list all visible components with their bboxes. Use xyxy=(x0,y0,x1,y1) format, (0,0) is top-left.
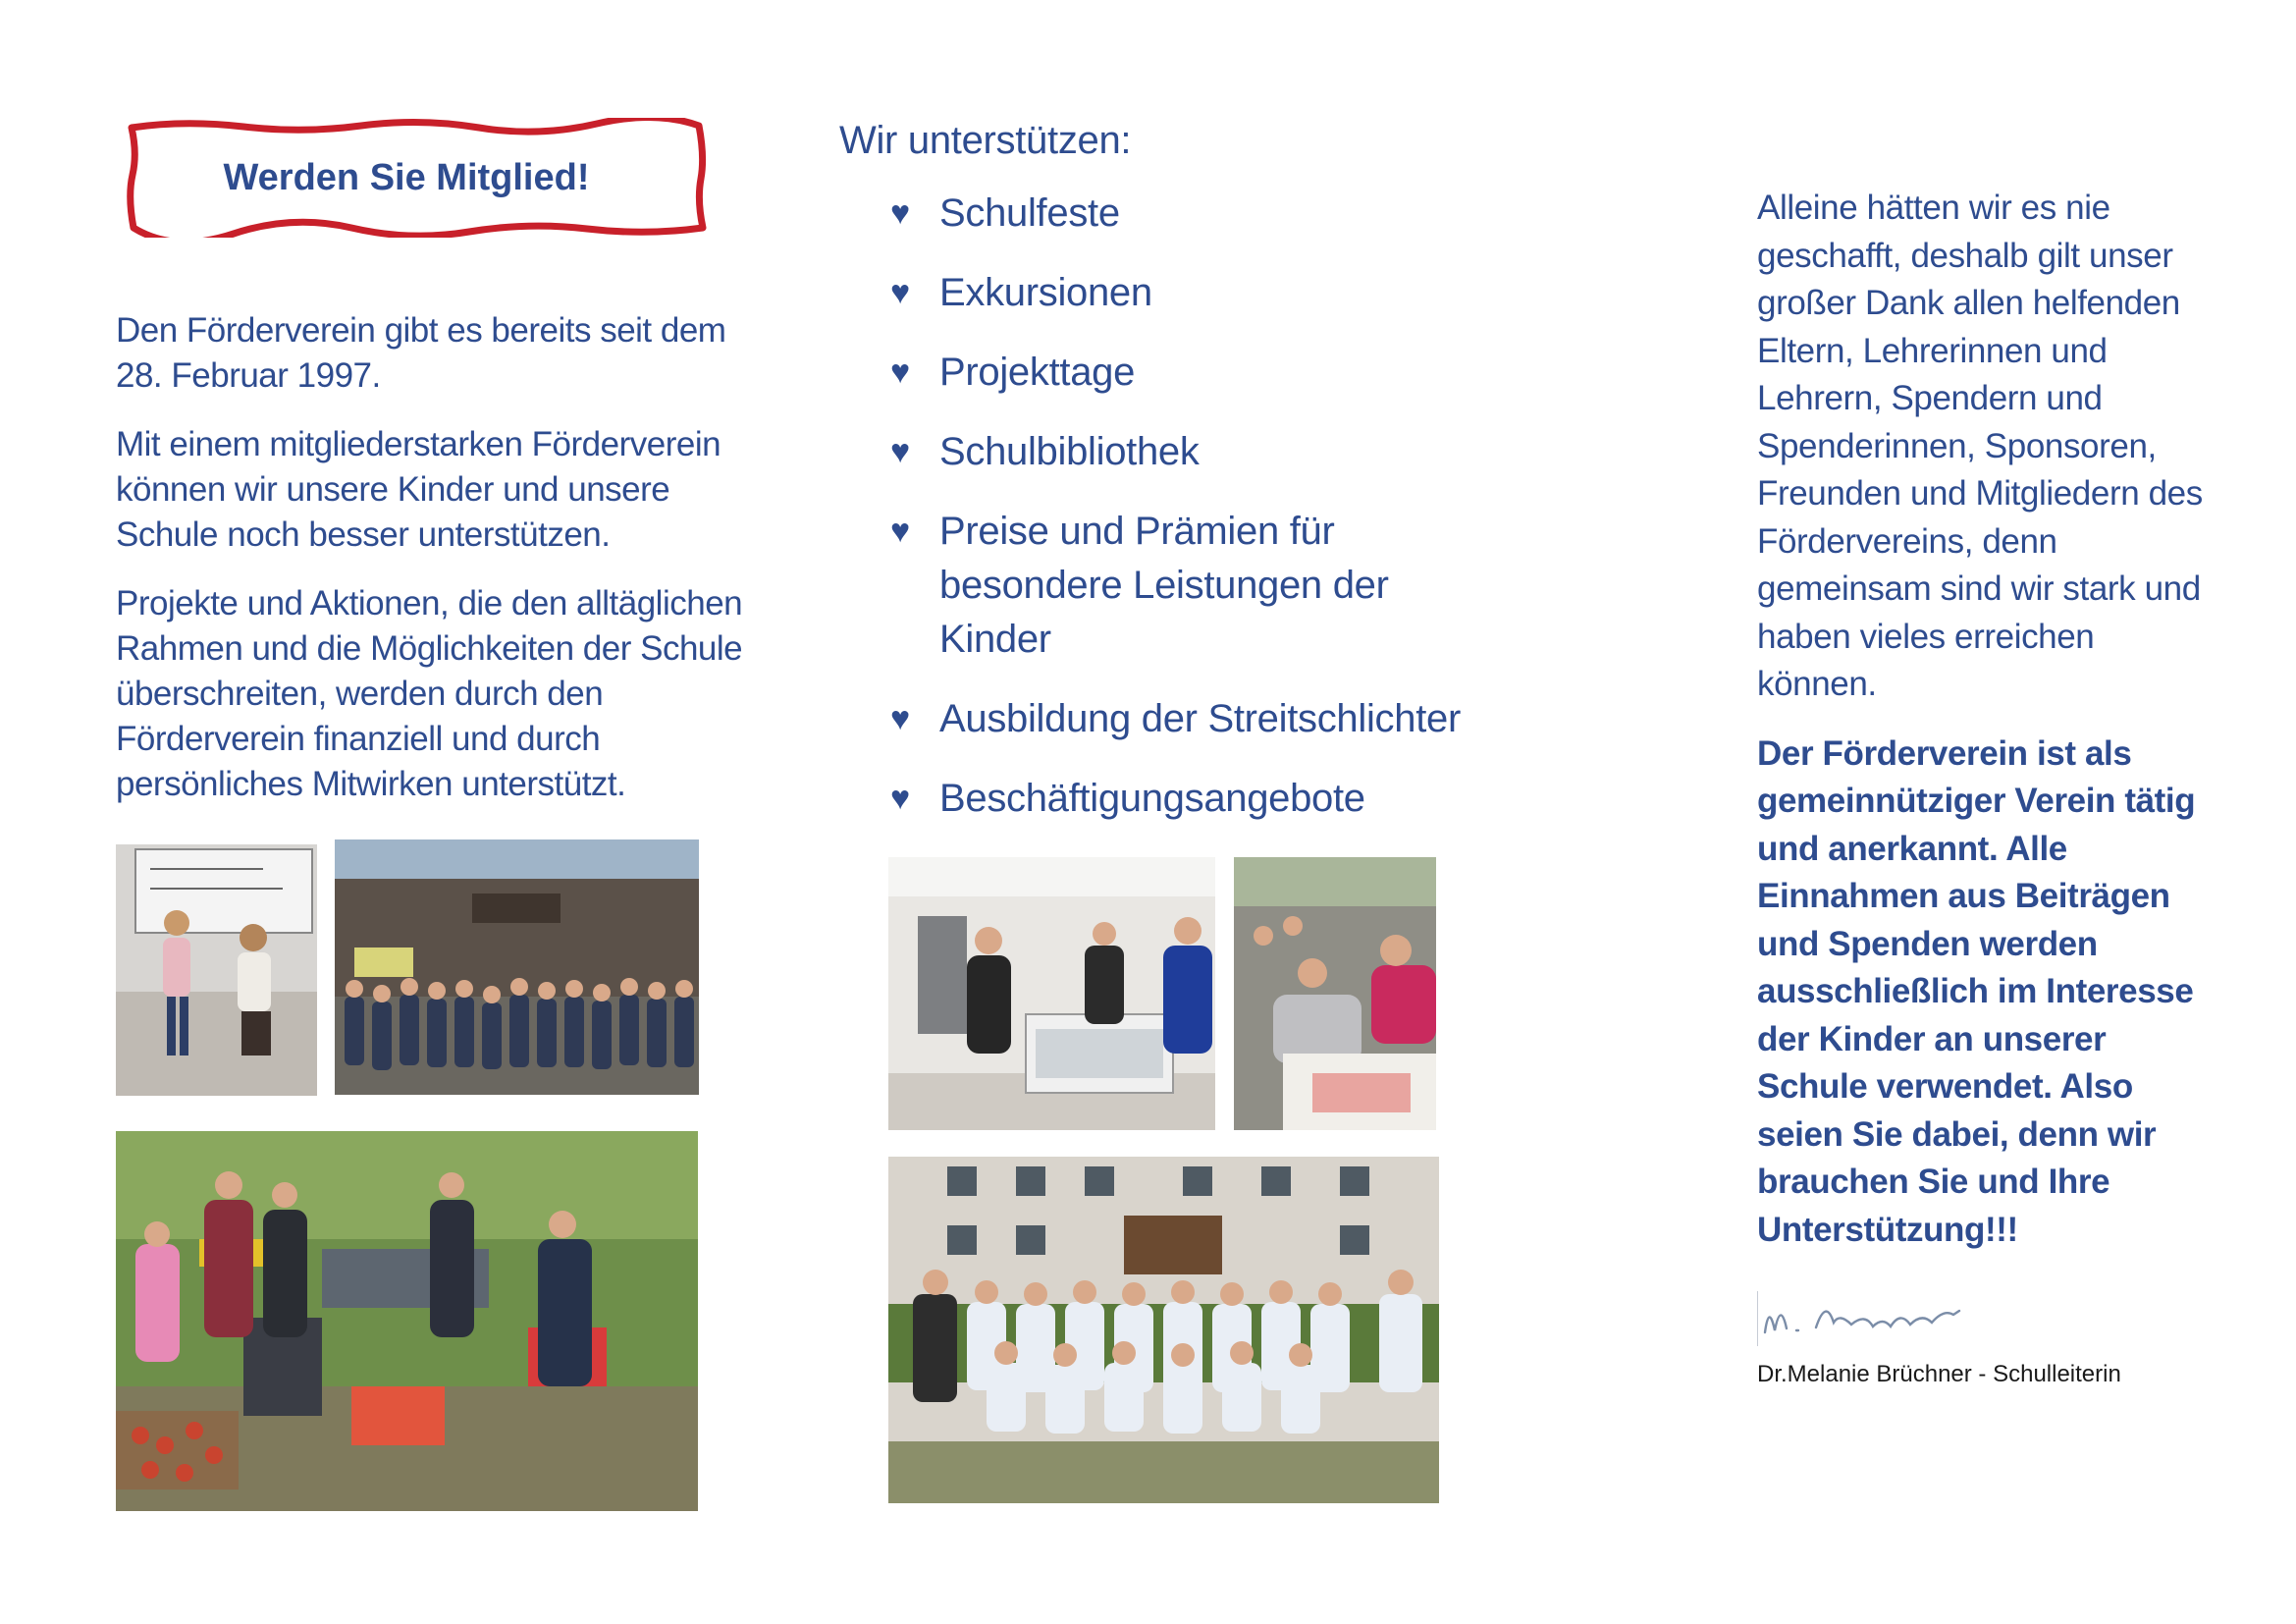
banner-title: Werden Sie Mitglied! xyxy=(223,156,590,198)
list-item xyxy=(839,692,1468,746)
heart-icon: ♥ xyxy=(890,353,910,391)
list-item-label: Beschäftigungsangebote xyxy=(939,777,1365,820)
signer-name: Dr.Melanie Brüchner - Schulleiterin xyxy=(1757,1361,2121,1387)
list-item xyxy=(839,187,1468,241)
list-item-label: Ausbildung der Streitschlichter xyxy=(939,697,1461,740)
list-item-label: Exkursionen xyxy=(939,271,1152,314)
photo-foosball xyxy=(888,857,1215,1130)
projects-paragraph: Projekte und Aktionen, die den alltäglichen Rahmen und die Möglichkeiten der Schule überschreiten, werden durch den Förderverein finanziell und durch persönliches Mitwirken unterstützt. xyxy=(116,584,743,803)
support-list xyxy=(839,187,1468,826)
photo-festival-crowd xyxy=(1234,857,1436,1130)
middle-column xyxy=(839,116,1468,851)
thanks-paragraph: Alleine hätten wir es nie geschafft, deshalb gilt unser großer Dank allen helfenden Eltern, Lehrerinnen und Lehrern, Spendern und Spenderinnen, Sponsoren, Freunden und Mitgliedern des Fördervereins, denn gemeinsam sind wir stark und haben vieles erreichen können. xyxy=(1757,189,2203,703)
photo-classroom xyxy=(116,844,317,1096)
list-item-label: Schulbibliothek xyxy=(939,430,1200,473)
support-heading: Wir unterstützen: xyxy=(839,119,1132,162)
heart-icon: ♥ xyxy=(890,700,910,737)
heart-icon: ♥ xyxy=(890,194,910,232)
membership-paragraph: Mit einem mitgliederstarken Förderverein können wir unsere Kinder und unsere Schule noch besser unterstützen. xyxy=(116,425,721,554)
photo-apple-harvest xyxy=(116,1131,698,1511)
list-item xyxy=(839,346,1468,400)
membership-banner xyxy=(126,118,707,238)
left-column xyxy=(116,118,744,807)
heart-icon: ♥ xyxy=(890,780,910,817)
signature-icon xyxy=(1757,1283,1983,1352)
heart-icon: ♥ xyxy=(890,433,910,470)
right-column xyxy=(1757,185,2209,1388)
photo-group-shirts xyxy=(888,1157,1439,1503)
heart-icon: ♥ xyxy=(890,274,910,311)
list-item xyxy=(839,772,1468,826)
founding-paragraph: Den Förderverein gibt es bereits seit dem 28. Februar 1997. xyxy=(116,311,726,395)
list-item xyxy=(839,425,1468,479)
list-item xyxy=(839,266,1468,320)
list-item-label: Preise und Prämien für besondere Leistungen der Kinder xyxy=(939,510,1389,661)
list-item-label: Projekttage xyxy=(939,351,1136,394)
list-item xyxy=(839,505,1468,667)
photo-class-group-outdoor xyxy=(335,839,699,1095)
nonprofit-notice: Der Förderverein ist als gemeinnütziger Verein tätig und anerkannt. Alle Einnahmen aus Beiträgen und Spenden werden ausschließlich im Interesse der Kinder an unserer Schule verwendet. Also seien Sie dabei, denn wir brauchen Sie und Ihre Unterstützung!!! xyxy=(1757,733,2196,1249)
heart-icon: ♥ xyxy=(890,513,910,550)
list-item-label: Schulfeste xyxy=(939,191,1120,235)
